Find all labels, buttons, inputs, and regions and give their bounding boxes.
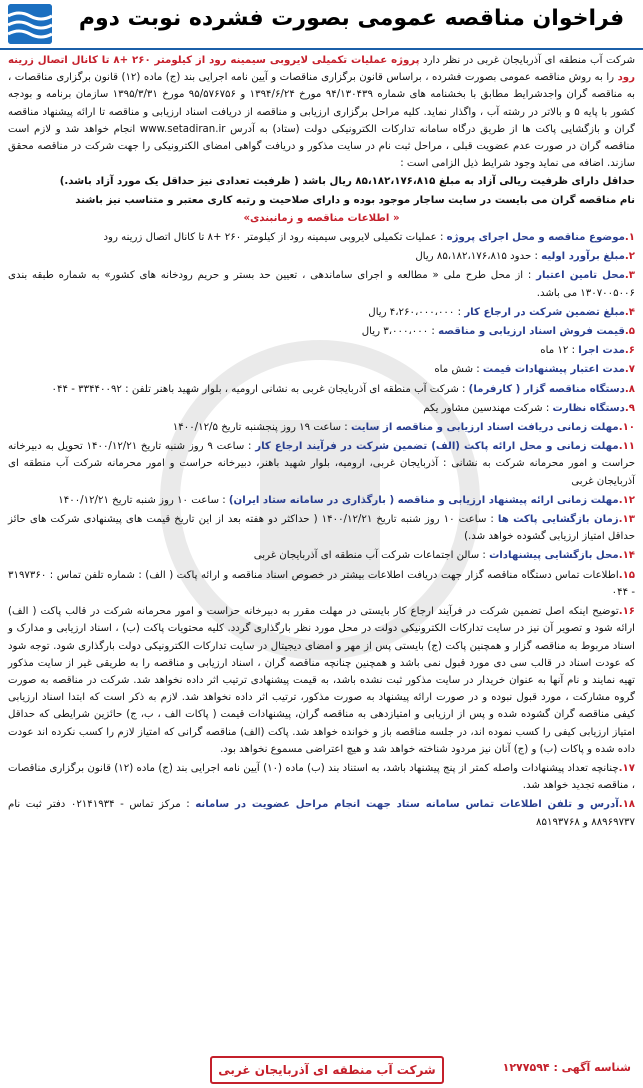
list-item: ۲.مبلغ برآورد اولیه : حدود ۸۵،۱۸۲،۱۷۶،۸۱۵ ریال [415,251,635,263]
list-item: ۷.مدت اعتبار پیشنهادات قیمت : شش ماه [434,364,635,376]
list-item: ۱۰.مهلت زمانی دریافت اسناد ارزیابی و مناقصه از سایت : ساعت ۱۹ روز پنجشنبه تاریخ ۱۴۰۰/۱۲/۵ [172,422,635,434]
list-item: ۱۵.اطلاعات تماس دستگاه مناقصه گزار جهت دریافت اطلاعات بیشتر در خصوص اسناد مناقصه و ارائه پاکت ( الف) : شماره تلفن تماس : ۳۱۹۷۳۶۰ - ۰۴۴ [8,569,635,598]
requirement-capacity: حداقل دارای ظرفیت ریالی آزاد به مبلغ ۸۵،۱۸۲،۱۷۶،۸۱۵ ریال باشد ( ظرفیت تعدادی نیز حداقل یک مورد آزاد باشد.) [59,176,635,188]
project-name: پروژه عملیات تکمیلی لایروبی سیمینه رود از کیلومتر ۲۶۰ +۸ تا کانال اتصال زرینه رود [8,55,635,84]
ad-header [0,0,643,50]
list-item: ۱۲.مهلت زمانی ارائه پیشنهاد ارزیابی و مناقصه ( بارگذاری در سامانه ستاد ایران) : ساعت ۱۰ روز شنبه تاریخ ۱۴۰۰/۱۲/۲۱ [58,494,635,506]
list-item: ۱۶.توضیح اینکه اصل تضمین شرکت در فرآیند ارجاع کار بایستی در مهلت مقرر به دبیرخانه حراست و امور محرمانه شرکت در قالب پاکت ( الف) ارائه شود و تصویر آن نیز در سایت تدارکات الکترونیکی دولت در محل مورد نظر بارگذاری گردد. کلیه محتویات پاکت (ب) ، اسناد ارزیابی و مدارک و اسناد مربوط به مناقصه گزار و همچنین پاکت (ج) بایستی پس از مهر و امضای دیجیتال در سایت تدارکات الکترونیکی دولت بارگذاری شود. توجه شود که عودت اسناد در قالب سی دی مورد قبول نمی باشد و همچنین چنانچه مناقصه گران ، اسناد ارزیابی و مناقصه را به طریقی غیر از سایت مذکور تهیه نمایند و نام آنها به عنوان خریدار در سایت مذکور ثبت نشده باشد، به قیمت پیشنهادی ترتیب اثر داده نخواهد شد. شرکت در مناقصه به صورت گروه مشارکت ، مورد قبول نبوده و در صورت ارائه پیشنهاد به صورت مذکور، ترتیب اثر داده نخواهد شد. لازم به ذکر است که ابتدا اسناد ارزیابی کیفی مناقصه گران گشوده شده و پس از ارزیابی و امتیازدهی به مناقصه گران، پیشنهادات قیمت ( پاکات الف ، ب، ج) حائزین شرایطی که حداقل امتیاز ارزیابی کیفی را کسب نموده اند، در جلسه مناقصه باز و خوانده خواهد شد. پاکت (الف) مناقصه گرانی که امتیاز لازم را کسب نکرده اند عودت داده شده و پاکات (ب) و (ج) آنان نیز مردود شناخته خواهد شد و هیچ اعتراضی مسموع نخواهد بود. [8,606,635,755]
list-item: ۴.مبلغ تضمین شرکت در ارجاع کار : ۴،۲۶۰،۰۰۰،۰۰۰ ریال [368,306,635,318]
requirement-sajar: نام مناقصه گران می بایست در سایت ساجار موجود بوده و دارای صلاحیت و رتبه کاری معتبر و متناسب نیز باشند [75,194,635,206]
ad-id: شناسه آگهی : ۱۲۷۷۵۹۴ [502,1061,631,1074]
list-item: ۸.دستگاه مناقصه گزار ( کارفرما) : شرکت آب منطقه ای آذربایجان غربی به نشانی ارومیه ، بلوار شهید باهنر تلفن : ۳۳۴۴۰۰۹۲ - ۰۴۴ [51,383,635,395]
list-item: ۱۳.زمان بازگشایی پاکت ها : ساعت ۱۰ روز شنبه تاریخ ۱۴۰۰/۱۲/۲۱ ( حداکثر دو هفته بعد از این تاریخ قیمت های پیشنهادی شرکت های حائز حداقل امتیاز ارزیابی گشوده خواهد شد.) [8,514,635,543]
ad-body [8,52,635,833]
ad-title: فراخوان مناقصه عمومی بصورت فشرده نوبت دوم [78,6,625,31]
list-item: ۱۷.چنانچه تعداد پیشنهادات واصله کمتر از پنج پیشنهاد باشد، به استناد بند (ب) ماده (۱۰) آیین نامه اجرایی بند (ج) ماده (۱۲) قانون برگزاری مناقصات ، مناقصه تجدید خواهد شد. [8,762,635,792]
company-name: شرکت آب منطقه ای آذربایجان غربی [210,1056,444,1084]
list-item: ۱.موضوع مناقصه و محل اجرای پروژه : عملیات تکمیلی لایروبی سیمینه رود از کیلومتر ۲۶۰ +۸ تا کانال اتصال زرینه رود [103,232,635,244]
intro-paragraph: شرکت آب منطقه ای آذربایجان غربی در نظر دارد پروژه عملیات تکمیلی لایروبی سیمینه رود از کیلومتر ۲۶۰ +۸ تا کانال اتصال زرینه رود را به روش مناقصه عمومی بصورت فشرده ، براساس قانون برگزاری مناقصات و آیین نامه اجرایی بند (ج) ماده (۱۲) قانون برگزاری مناقصات ، به مناقصه گران واجدشرایط مطابق با بخشنامه های شماره ۹۴/۱۳۰۴۳۹ مورخ ۱۳۹۴/۶/۲۴ و ۹۵/۵۷۶۷۵۶ مورخ ۱۳۹۵/۳/۳۱ سازمان برنامه و بودجه کشور با پایه ۵ و بالاتر در رشته آب ، واگذار نماید. کلیه مراحل برگزاری ارزیابی و مناقصه از دریافت اسناد ارزیابی و مناقصه تا ارائه پیشنهاد مناقصه گران و بازگشایی پاکت ها از طریق درگاه سامانه تدارکات الکترونیکی دولت (ستاد) به آدرس www.setadiran.ir انجام خواهد شد و لازم است مناقصه گران در صورت عدم عضویت قبلی ، مراحل ثبت نام در سایت مذکور و دریافت گواهی امضای الکترونیکی را جهت شرکت در مناقصه محقق سازند. اضافه می نماید وجود شرایط ذیل الزامی است : [8,55,636,170]
section-title: « اطلاعات مناقصه و زمانبندی» [243,212,400,224]
ad-footer [0,1056,643,1082]
list-item: ۳.محل تامین اعتبار : از محل طرح ملی « مطالعه و اجرای ساماندهی ، تعیین حد بستر و حریم رودخانه های کشور» به شماره طبقه بندی ۱۳۰۷۰۰۵۰۰۶ می باشد. [8,270,635,299]
list-item: ۱۴.محل بازگشایی پیشنهادات : سالن اجتماعات شرکت آب منطقه ای آذربایجان غربی [253,550,635,562]
list-item: ۹.دستگاه نظارت : شرکت مهندسین مشاور یکم [423,402,635,414]
list-item: ۵.قیمت فروش اسناد ارزیابی و مناقصه : ۳،۰۰۰،۰۰۰ ریال [361,326,635,338]
list-item: ۱۱.مهلت زمانی و محل ارائه پاکت (الف) تضمین شرکت در فرآیند ارجاع کار : ساعت ۹ روز شنبه تاریخ ۱۴۰۰/۱۲/۲۱ تحویل به دبیرخانه حراست و امور محرمانه شرکت به نشانی : آذربایجان غربی، ارومیه، بلوار شهید باهنر، دبیرخانه حراست و امور محرمانه شرکت آب منطقه ای آذربایجان غربی [8,441,635,487]
water-wave-logo-icon [8,4,52,44]
list-item: ۶.مدت اجرا : ۱۲ ماه [540,345,635,357]
list-item: ۱۸.آدرس و تلفن اطلاعات تماس سامانه ستاد جهت انجام مراحل عضویت در سامانه : مرکز تماس - ۰۲۱۴۱۹۳۴ دفتر ثبت نام ۸۸۹۶۹۷۳۷ و ۸۵۱۹۳۷۶۸ [8,799,635,828]
